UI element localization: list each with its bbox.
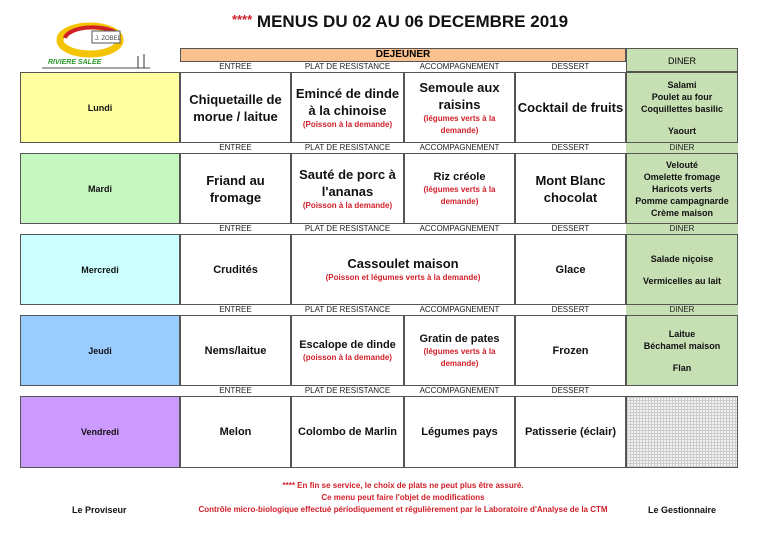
accompagnement-cell: [404, 315, 515, 386]
column-header-dessert: DESSERT: [551, 305, 590, 314]
plat-cell: [291, 234, 515, 305]
entree-cell: [180, 153, 291, 224]
column-header-accompagnement: ACCOMPAGNEMENT: [419, 386, 500, 395]
title-text: MENUS DU 02 AU 06 DECEMBRE 2019: [256, 12, 569, 31]
diner-item: Coquillettes basilic: [640, 103, 724, 114]
plat-text: Cassoulet maison: [347, 256, 459, 271]
column-header-plat: PLAT DE RESISTANCE: [304, 386, 391, 395]
column-header-accompagnement: ACCOMPAGNEMENT: [419, 62, 500, 71]
accompagnement-note: (légumes verts à la demande): [423, 113, 496, 135]
svg-text:J. ZOBEL: J. ZOBEL: [95, 36, 122, 42]
day-name: Mardi: [87, 183, 112, 194]
plat-text: Emincé de dinde à la chinoise: [295, 85, 400, 118]
diner-cell: [626, 153, 738, 224]
plat-note: (Poisson à la demande): [302, 119, 393, 129]
plat-note: (Poisson et légumes verts à la demande): [325, 273, 481, 282]
footer-line-3: Contrôle micro-biologique effectué périodiquement et régulièrement par le Laboratoire d'Analyse de la CTM: [198, 505, 608, 514]
diner-cell: [626, 234, 738, 305]
entree-text: Melon: [219, 426, 252, 438]
diner-item: Poulet au four: [651, 91, 713, 102]
column-header-entree: ENTREE: [219, 143, 252, 152]
accompagnement-text: Légumes pays: [421, 426, 498, 438]
day-name: Vendredi: [80, 427, 119, 437]
column-header-accompagnement: ACCOMPAGNEMENT: [419, 305, 500, 314]
diner-item: Velouté: [665, 159, 698, 170]
day-name: Mercredi: [81, 264, 119, 275]
day-label-lundi: [20, 72, 180, 143]
column-header-accompagnement: ACCOMPAGNEMENT: [419, 143, 500, 152]
day-name: Jeudi: [88, 345, 112, 356]
dessert-text: Cocktail de fruits: [517, 100, 624, 115]
entree-text: Crudités: [213, 263, 258, 276]
diner-item: Salade niçoise: [650, 253, 714, 264]
accompagnement-cell: [404, 72, 515, 143]
dessert-cell: [515, 396, 626, 468]
diner-item: Yaourt: [667, 125, 696, 136]
column-header-plat: PLAT DE RESISTANCE: [304, 62, 391, 71]
title-stars: ****: [231, 12, 253, 27]
accompagnement-text: Riz créole: [433, 170, 486, 183]
column-header-plat: PLAT DE RESISTANCE: [304, 143, 391, 152]
plat-cell: [291, 72, 404, 143]
column-header-diner: DINER: [626, 143, 738, 153]
day-name: Lundi: [87, 102, 113, 113]
accompagnement-note: (légumes verts à la demande): [423, 184, 496, 206]
accompagnement-note: (légumes verts à la demande): [423, 346, 496, 368]
diner-cell-empty: [626, 396, 738, 468]
diner-cell: [626, 72, 738, 143]
accompagnement-text: Gratin de pates: [419, 332, 500, 345]
column-header-entree: ENTREE: [219, 224, 252, 233]
column-header-entree: ENTREE: [219, 305, 252, 314]
column-header-entree: ENTREE: [219, 386, 252, 395]
footer-line-1: **** En fin se service, le choix de plats ne peut plus être assuré.: [282, 481, 524, 490]
dessert-cell: [515, 153, 626, 224]
page-title: [180, 12, 620, 32]
dessert-cell: [515, 234, 626, 305]
entree-cell: [180, 72, 291, 143]
diner-header: DINER: [626, 48, 738, 72]
plat-cell: [291, 315, 404, 386]
entree-cell: [180, 315, 291, 386]
entree-text: Nems/laitue: [204, 344, 267, 357]
column-header-entree: ENTREE: [219, 62, 252, 71]
dessert-text: Frozen: [552, 344, 589, 357]
plat-note: (poisson à la demande): [303, 352, 392, 362]
diner-item: Laitue: [668, 328, 696, 339]
diner-cell: [626, 315, 738, 386]
diner-item: Flan: [672, 362, 692, 373]
dessert-cell: [515, 72, 626, 143]
entree-cell: [180, 234, 291, 305]
plat-text: Escalope de dinde: [299, 338, 396, 351]
plat-cell: [291, 153, 404, 224]
dessert-text: Patisserie (éclair): [524, 426, 617, 438]
plat-note: (Poisson à la demande): [302, 200, 393, 210]
accompagnement-text: Semoule aux raisins: [419, 79, 500, 112]
entree-cell: [180, 396, 291, 468]
column-header-dessert: DESSERT: [551, 143, 590, 152]
plat-text: Sauté de porc à l'ananas: [299, 166, 396, 199]
column-header-dessert: DESSERT: [551, 62, 590, 71]
dessert-text: Glace: [555, 263, 586, 276]
signature-gestionnaire: Le Gestionnaire: [648, 505, 717, 515]
accompagnement-cell: [404, 153, 515, 224]
entree-text: Chiquetaille de morue / laitue: [189, 91, 282, 124]
school-logo: [40, 18, 155, 70]
plat-text: Colombo de Marlin: [298, 426, 397, 438]
day-label-vendredi: [20, 396, 180, 468]
column-header-dessert: DESSERT: [551, 386, 590, 395]
diner-item: Crème maison: [650, 207, 714, 218]
day-label-jeudi: [20, 315, 180, 386]
day-label-mardi: [20, 153, 180, 224]
diner-item: Omelette fromage: [643, 171, 721, 182]
footer-line-2: Ce menu peut faire l'objet de modifications: [321, 493, 485, 502]
signature-proviseur: Le Proviseur: [72, 505, 127, 515]
diner-item: Vermicelles au lait: [642, 275, 722, 286]
diner-item: Salami: [667, 79, 697, 90]
column-header-dessert: DESSERT: [551, 224, 590, 233]
plat-cell: [291, 396, 404, 468]
entree-text: Friand au fromage: [206, 172, 265, 205]
diner-item: Béchamel maison: [643, 340, 721, 351]
column-header-accompagnement: ACCOMPAGNEMENT: [419, 224, 500, 233]
dessert-text: Mont Blanc chocolat: [535, 172, 606, 205]
diner-item: Pomme campagnarde: [635, 195, 729, 206]
svg-text:RIVIERE SALEE: RIVIERE SALEE: [48, 59, 102, 66]
column-header-diner: DINER: [626, 305, 738, 315]
dejeuner-header: DEJEUNER: [180, 48, 626, 62]
accompagnement-cell: [404, 396, 515, 468]
column-header-plat: PLAT DE RESISTANCE: [304, 224, 391, 233]
column-header-plat: PLAT DE RESISTANCE: [304, 305, 391, 314]
column-header-diner: DINER: [626, 224, 738, 234]
day-label-mercredi: [20, 234, 180, 305]
diner-item: Haricots verts: [651, 183, 713, 194]
dessert-cell: [515, 315, 626, 386]
